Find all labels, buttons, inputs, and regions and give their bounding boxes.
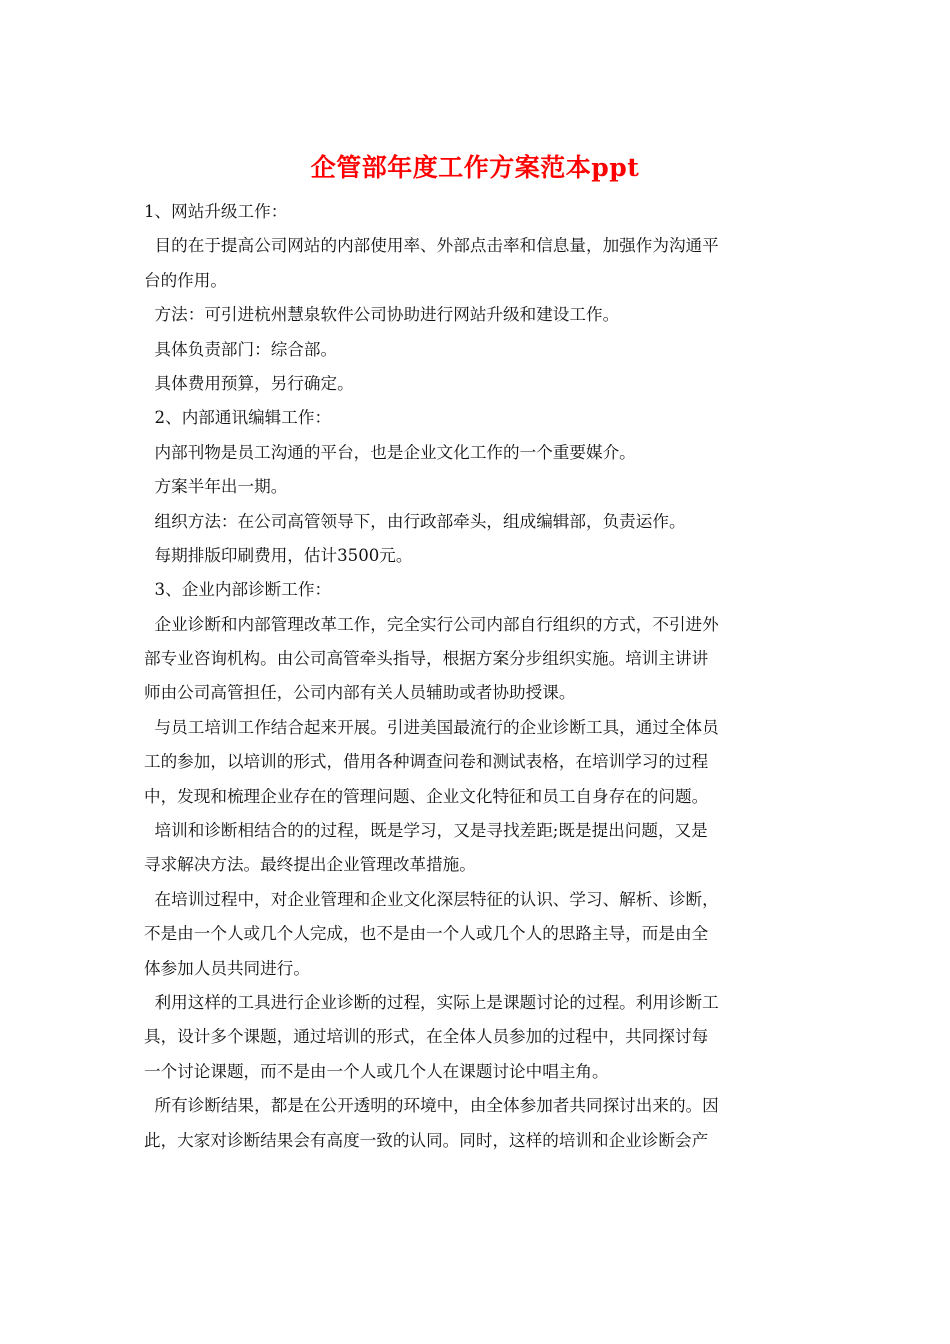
document-title: 企管部年度工作方案范本ppt [310,153,640,182]
text-line: 所有诊断结果，都是在公开透明的环境中，由全体参加者共同探讨出来的。因 [144,1096,719,1116]
text-line: 利用这样的工具进行企业诊断的过程，实际上是课题讨论的过程。利用诊断工 [144,992,719,1012]
text-line: 寻求解决方法。最终提出企业管理改革措施。 [144,855,476,875]
text-line: 培训和诊断相结合的的过程，既是学习，又是寻找差距;既是提出问题，又是 [144,821,708,841]
document-body [144,195,806,1158]
text-line: 不是由一个人或几个人完成，也不是由一个人或几个人的思路主导，而是由全 [144,924,709,944]
text-line: 目的在于提高公司网站的内部使用率、外部点击率和信息量，加强作为沟通平 [144,236,719,256]
text-line: 此，大家对诊断结果会有高度一致的认同。同时，这样的培训和企业诊断会产 [144,1130,709,1150]
text-line: 具，设计多个课题，通过培训的形式，在全体人员参加的过程中，共同探讨每 [144,1027,709,1047]
text-line: 一个讨论课题，而不是由一个人或几个人在课题讨论中唱主角。 [144,1061,609,1081]
text-line: 3、企业内部诊断工作： [144,580,332,600]
text-line: 具体费用预算，另行确定。 [144,373,354,393]
text-line: 工的参加，以培训的形式，借用各种调查问卷和测试表格，在培训学习的过程 [144,752,709,772]
text-line: 方案半年出一期。 [144,477,288,497]
text-line: 在培训过程中，对企业管理和企业文化深层特征的认识、学习、解析、诊断， [144,889,719,909]
text-line: 内部刊物是员工沟通的平台，也是企业文化工作的一个重要媒介。 [144,442,636,462]
text-line: 台的作用。 [144,270,227,290]
text-line: 师由公司高管担任，公司内部有关人员辅助或者协助授课。 [144,683,576,703]
text-line: 企业诊断和内部管理改革工作，完全实行公司内部自行组织的方式，不引进外 [144,614,719,634]
text-line: 中，发现和梳理企业存在的管理问题、企业文化特征和员工自身存在的问题。 [144,786,709,806]
text-line: 2、内部通讯编辑工作： [144,408,332,428]
text-line: 每期排版印刷费用，估计3500元。 [144,545,413,565]
text-line: 1、网站升级工作： [144,202,288,221]
text-line: 方法：可引进杭州慧泉软件公司协助进行网站升级和建设工作。 [144,305,620,325]
text-line: 体参加人员共同进行。 [144,958,310,978]
text-line: 与员工培训工作结合起来开展。引进美国最流行的企业诊断工具，通过全体员 [144,717,719,737]
text-line: 具体负责部门：综合部。 [144,339,338,359]
text-line: 组织方法：在公司高管领导下，由行政部牵头，组成编辑部，负责运作。 [144,511,686,531]
text-line: 部专业咨询机构。由公司高管牵头指导，根据方案分步组织实施。培训主讲讲 [144,649,709,669]
